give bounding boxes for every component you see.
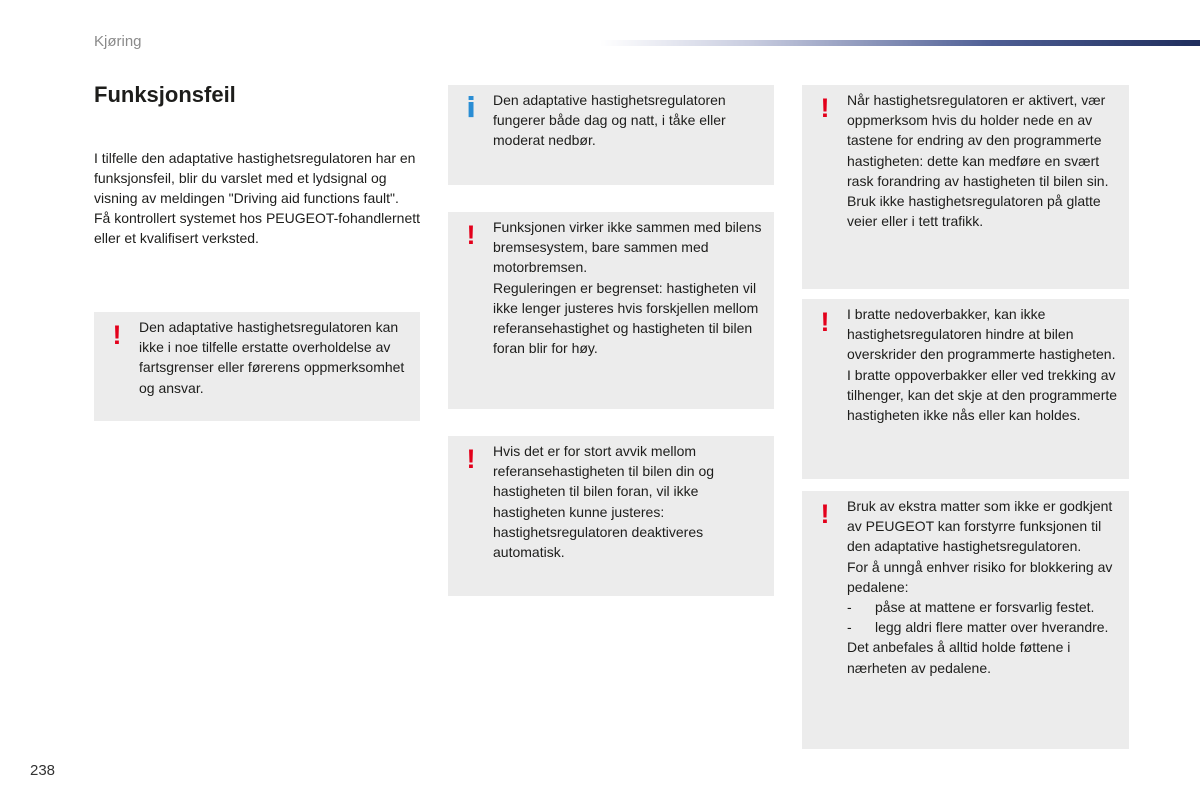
note-text: I bratte oppoverbakker eller ved trekking av tilhenger, kan det skje at den programmerte hastigheten ikke nås eller kan holdes.: [847, 366, 1118, 424]
warning-note-responsibility: [94, 312, 420, 421]
warning-icon: !: [112, 320, 122, 350]
note-text: For å unngå enhver risiko for blokkering av pedalene:: [847, 558, 1113, 595]
info-icon: i: [466, 91, 476, 124]
note-text: Den adaptative hastighetsregulatoren kan ikke i noe tilfelle erstatte overholdelse av fartsgrenser eller førerens oppmerksomhet og ansvar.: [139, 319, 405, 396]
warning-icon: !: [820, 93, 830, 123]
warning-icon: !: [466, 220, 476, 250]
intro-text: [94, 148, 424, 248]
bullet-text: legg aldri flere matter over hverandre.: [875, 619, 1109, 636]
note-text: Den adaptative hastighetsregulatoren fungerer både dag og natt, i tåke eller moderat nedbør.: [493, 92, 726, 149]
warning-icon: !: [820, 499, 830, 529]
warning-note-mats: [802, 491, 1129, 749]
note-text: Bruk av ekstra matter som ikke er godkjent av PEUGEOT kan forstyrre funksjonen til den adaptative hastighetsregulatoren.: [847, 498, 1113, 555]
bullet-dash: -: [847, 599, 852, 616]
page-number: 238: [30, 762, 56, 779]
bullet-text: påse at mattene er forsvarlig festet.: [875, 599, 1095, 616]
warning-icon: !: [466, 444, 476, 474]
page-title: Funksjonsfeil: [94, 82, 236, 107]
warning-note-buttons: [802, 85, 1129, 289]
bullet-dash: -: [847, 619, 852, 636]
header-accent-bar: [600, 40, 1200, 46]
intro-paragraph: Få kontrollert systemet hos PEUGEOT-fohandlernett eller et kvalifisert verksted.: [94, 210, 421, 246]
note-text: Når hastighetsregulatoren er aktivert, vær oppmerksom hvis du holder nede en av tastene for endring av den programmerte hastigheten: dette kan medføre en svært rask forandring av hastigheten til bilen sin.: [847, 92, 1109, 189]
warning-note-deviation: [448, 436, 774, 596]
note-text: Det anbefales å alltid holde føttene i nærheten av pedalene.: [847, 639, 1071, 676]
info-note-weather: [448, 85, 774, 185]
warning-note-slopes: [802, 299, 1129, 479]
warning-note-brakes: [448, 212, 774, 409]
bullet-item: [847, 597, 1123, 617]
section-label: Kjøring: [94, 33, 142, 50]
note-text: Reguleringen er begrenset: hastigheten vil ikke lenger justeres hvis forskjellen mellom referansehastighet og hastigheten til bilen foran blir for høy.: [493, 279, 759, 357]
bullet-item: [847, 617, 1123, 637]
note-text: Bruk ikke hastighetsregulatoren på glatte veier eller i tett trafikk.: [847, 193, 1101, 230]
warning-icon: !: [820, 307, 830, 337]
note-text: I bratte nedoverbakker, kan ikke hastighetsregulatoren hindre at bilen overskrider den programmerte hastigheten.: [847, 306, 1116, 363]
note-text: Hvis det er for stort avvik mellom referansehastigheten til bilen din og hastigheten til bilen foran, vil ikke hastigheten kunne justeres: hastighetsregulatoren deaktiveres automatisk.: [493, 443, 715, 561]
intro-paragraph: I tilfelle den adaptative hastighetsregulatoren har en funksjonsfeil, blir du varslet med et lydsignal og visning av meldingen "Driving aid functions fault".: [94, 150, 416, 206]
note-text: Funksjonen virker ikke sammen med bilens bremsesystem, bare sammen med motorbremsen.: [493, 219, 762, 276]
